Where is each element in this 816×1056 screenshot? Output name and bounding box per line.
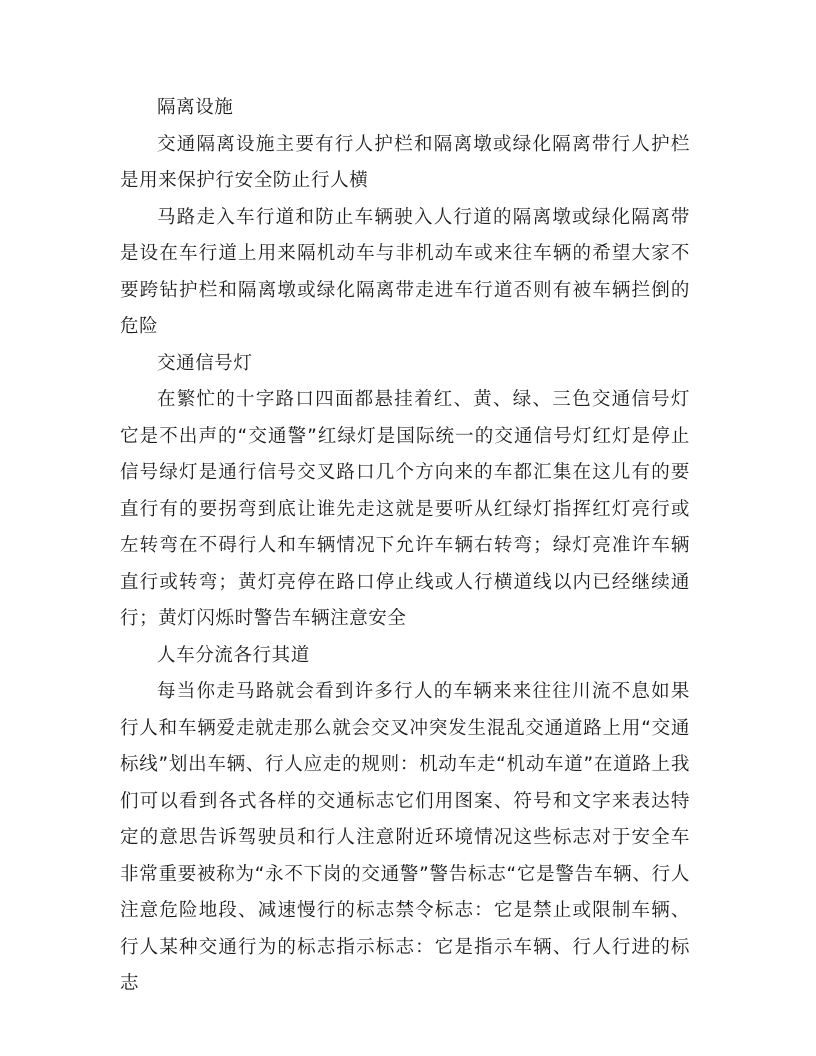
document-body [120,90,690,1003]
paragraph-separation: 每当你走马路就会看到许多行人的车辆来来往往川流不息如果行人和车辆爱走就走那么就会交叉冲突发生混乱交通道路上用“交通标线”划出车辆、行人应走的规则：机动车走“机动车道”在道路上我们可以看到各式各样的交通标志它们用图案、符号和文字来表达特定的意思告诉驾驶员和行人注意附近环境情况这些标志对于安全车非常重要被称为“永不下岗的交通警”警告标志“它是警告车辆、行人注意危险地段、减速慢行的标志禁令标志：它是禁止或限制车辆、行人某种交通行为的标志指示标志：它是指示车辆、行人行进的标志 [120,681,690,994]
paragraph-traffic-light: 在繁忙的十字路口四面都悬挂着红、黄、绿、三色交通信号灯它是不出声的“交通警”红绿灯是国际统一的交通信号灯红灯是停止信号绿灯是通行信号交叉路口几个方向来的车都汇集在这儿有的要直行有的要拐弯到底让谁先走这就是要听从红绿灯指挥红灯亮行或左转弯在不碍行人和车辆情况下允许车辆右转弯；绿灯亮准许车辆直行或转弯；黄灯亮停在路口停止线或人行横道线以内已经继续通行；黄灯闪烁时警告车辆注意安全 [120,389,690,629]
section-heading-separation: 人车分流各行其道 [157,644,310,666]
paragraph-isolation-2: 马路走入车行道和防止车辆驶入人行道的隔离墩或绿化隔离带是设在车行道上用来隔机动车与非机动车或来往车辆的希望大家不要跨钻护栏和隔离墩或绿化隔离带走进车行道否则有被车辆拦倒的危险 [120,206,690,337]
paragraph-isolation-1: 交通隔离设施主要有行人护栏和隔离墩或绿化隔离带行人护栏是用来保护行安全防止行人横 [120,133,690,191]
section-heading-traffic-light: 交通信号灯 [157,352,253,374]
section-heading-isolation: 隔离设施 [157,97,234,118]
